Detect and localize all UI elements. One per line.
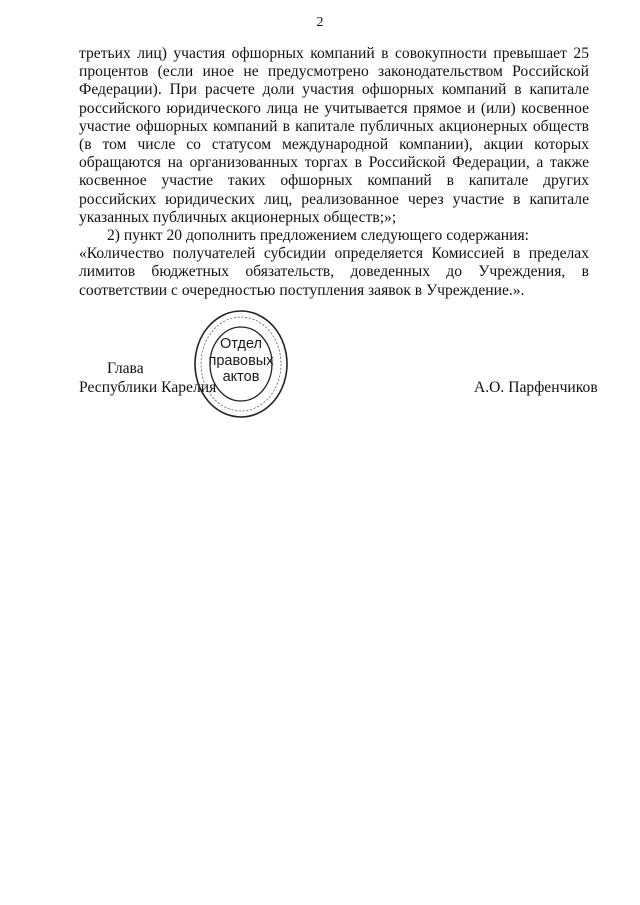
- stamp-line2: правовых: [208, 352, 274, 369]
- stamp-line1: Отдел: [220, 336, 262, 352]
- text-line: (в том числе со статусом международной компании), акции которых: [79, 136, 589, 154]
- text-line: Федерации). При расчете доли участия офшорных компаний в капитале: [79, 81, 589, 99]
- text-line: 2) пункт 20 дополнить предложением следующего содержания:: [107, 227, 530, 245]
- text-line: обращаются на организованных торгах в Российской Федерации, а также: [79, 154, 589, 172]
- stamp-text: [193, 336, 289, 386]
- text-line: третьих лиц) участия офшорных компаний в совокупности превышает: [79, 45, 567, 62]
- text-line: юридических лиц, реализованное через участие в капитале указанных: [79, 190, 590, 226]
- document-body: [79, 45, 589, 300]
- stamp-line3: актов: [222, 369, 260, 385]
- signatory-title-line1: Глава: [107, 360, 144, 377]
- text-line: участие офшорных компаний в капитале публичных акционерных обществ: [79, 117, 589, 135]
- legal-department-stamp: [193, 308, 289, 420]
- signatory-title-line2: Республики Карелия: [79, 379, 217, 396]
- paragraph-item-2: [79, 227, 589, 245]
- text-line: «Количество получателей субсидии определяется Комиссией в пределах: [79, 245, 589, 263]
- text-line: 25 процентов (если иное не предусмотрено законодательством Российской: [79, 45, 589, 81]
- page-number: 2: [316, 15, 324, 30]
- text-line: лимитов бюджетных обязательств, доведенных до Учреждения, в: [79, 263, 589, 281]
- text-line: публичных акционерных обществ;»;: [153, 208, 397, 226]
- text-line: косвенное участие таких офшорных компаний в капитале других российских: [79, 172, 589, 208]
- signatory-name: А.О. Парфенчиков: [474, 379, 598, 396]
- paragraph-quoted-amendment: [79, 245, 589, 300]
- paragraph-offshore-participation: [79, 45, 589, 227]
- text-line: российского юридического лица не учитывается прямое и (или) косвенное: [79, 99, 589, 117]
- text-line: соответствии с очередностью поступления заявок в Учреждение.».: [79, 281, 525, 299]
